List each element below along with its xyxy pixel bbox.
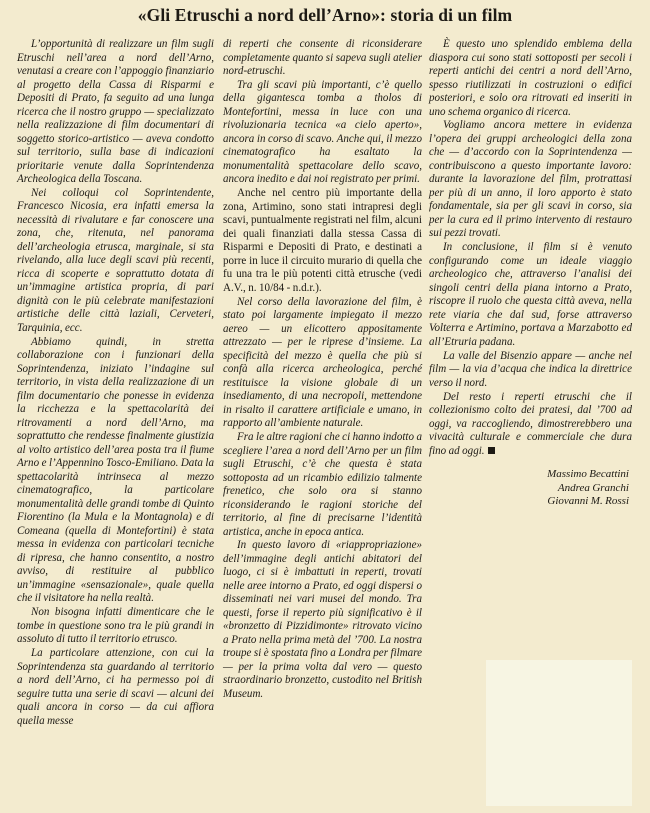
text-column-1: [17, 38, 214, 728]
author-name: Massimo Becattini: [547, 468, 629, 481]
paragraph: Anche nel centro più importante della zona, Artimino, sono stati intrapresi degli scavi, puntualmente registrati nel film, alcuni dei quali finanziati dalla stessa Cassa di Risparmi e Depositi di Prato, e destinati a porre in luce il circuito murario di quella che fu una tra le più potenti città etrusche (vedi A.V., n. 10/84 - n.d.r.).: [223, 187, 422, 294]
paragraph: La particolare attenzione, con cui la Soprintendenza sta guardando al territorio a nord dell’Arno, ci ha permesso poi di seguire tutta una serie di scavi — alcuni dei quali ancora in corso — da cui affiora quella messe: [17, 647, 214, 727]
paragraph: di reperti che consente di riconsiderare completamente quanto si sapeva sugli atelier nord-etruschi.: [223, 38, 422, 77]
paragraph: La valle del Bisenzio appare — anche nel film — la via d’acqua che indica la direttrice verso il nord.: [429, 349, 632, 389]
paragraph: È questo uno splendido emblema della diaspora cui sono stati sottoposti per secoli i reperti antichi dei centri a nord dell’Arno, spesso riutilizzati in costruzioni o edifici posteriori, e solo ora ritrovati ed inseriti in uno schema organico di ricerca.: [429, 38, 632, 118]
pasted-label: [486, 660, 632, 806]
text-column-3: [429, 38, 632, 509]
paragraph: Fra le altre ragioni che ci hanno indotto a scegliere l’area a nord dell’Arno per un film sugli Etruschi, c’è che questa è stata sottoposta ad un ricambio edilizio talmente frenetico, che solo ora si stanno riconsiderando le ragioni storiche del territorio, al fine di precisarne l’identità artistica, anche in epoca antica.: [223, 431, 422, 538]
author-signature: [429, 468, 632, 509]
paragraph: Nei colloqui col Soprintendente, Francesco Nicosia, era infatti emersa la necessità di rivalutare e far conoscere una zona, che, ritenuta, nel panorama dell’archeologia etrusca, marginale, si sta rivelando, alla luce degli scavi più recenti, ricca di scoperte e soprattutto dotata di un’immagine artistica propria, di pari dignità con le più celebrate manifestazioni artistiche delle città laziali, Cerveteri, Tarquinia, ecc.: [17, 186, 214, 334]
author-name: Andrea Granchi: [557, 481, 629, 494]
article-title: «Gli Etruschi a nord dell’Arno»: storia di un film: [137, 5, 513, 25]
paragraph: Abbiamo quindi, in stretta collaborazione con i funzionari della Soprintendenza, iniziato l’indagine sul territorio, in vista della realizzazione di un film documentario che ponesse in evidenza la ricchezza e la spettacolarità dei ritrovamenti a nord dell’Arno, ma soprattutto che rendesse finalmente giustizia al volto artistico dell’area posta tra il fiume Arno e l’Appennino Tosco-Emiliano. Data la spettacolarità intrinseca al mezzo cinematografico, la particolare monumentalità delle grandi tombe di Quinto Fiorentino (la Mula e la Montagnola) e di Comeana (quella di Montefortini) è stata messa in evidenza con particolari tecniche di ripresa, che hanno consentito, a nostro avviso, di restituire al pubblico un’immagine «sensazionale», quale quella che il visitatore ha nella realtà.: [17, 335, 214, 605]
paragraph: In conclusione, il film si è venuto configurando come un ideale viaggio archeologico che, attraverso l’analisi dei singoli centri della piana intorno a Prato, riscopre il ruolo che questa città aveva, nella rete viaria che dal sud, forse attraverso Volterra e Artimino, portava a Marzabotto ed all’Etruria padana.: [429, 241, 632, 348]
text-column-2: [223, 38, 422, 702]
paragraph: Nel corso della lavorazione del film, è stato poi largamente impiegato il mezzo aereo — un elicottero appositamente attrezzato — per le riprese d’insieme. La specificità del mezzo è quella che più si confà alla ricerca archeologica, perché restituisce la visione globale di un insediamento, di una necropoli, mettendone in risalto il carattere artificiale e umano, in rapporto all’ambiente naturale.: [223, 295, 422, 430]
paragraph: In questo lavoro di «riappropriazione» dell’immagine degli antichi abitatori del luogo, ci si è imbattuti in reperti, trovati nelle aree intorno a Prato, ed oggi dispersi o disseminati nei vari musei del mondo. Tra questi, forse il reperto più significativo è il «bronzetto di Pizzidimonte» ritrovato vicino a Prato nella prima metà del ’700. La nostra troupe si è spostata fino a Londra per filmare — per la prima volta dal vero — questo straordinario bronzetto, custodito nel British Museum.: [223, 539, 422, 700]
paragraph: Non bisogna infatti dimenticare che le tombe in questione sono tra le più grandi in assoluto di tutto il territorio etrusco.: [17, 606, 214, 646]
author-name: Giovanni M. Rossi: [547, 495, 629, 508]
paragraph: L’opportunità di realizzare un film sugli Etruschi nell’area a nord dell’Arno, venutasi a creare con l’appoggio finanziario al progetto della Cassa di Risparmi e Depositi di Prato, fa seguito ad una lunga ricerca che il nostro gruppo — specializzato nella realizzazione di film documentari di soggetto storico-artistico — aveva condotto sul territorio, sulla base di indicazioni prioritarie venute dalla Soprintendenza Archeologica della Toscana.: [17, 38, 214, 185]
paragraph: Tra gli scavi più importanti, c’è quello della gigantesca tomba a tholos di Montefortini, messa in luce con una rivoluzionaria tecnica «a cielo aperto», ancora in corso di scavo. Anche qui, il mezzo cinematografico ha esaltato la monumentalità spettacolare dello scavo, ancora inedito e dai noi registrato per primi.: [223, 78, 422, 186]
end-of-article-mark: [488, 447, 495, 454]
paragraph: Del resto i reperti etruschi che il collezionismo colto dei pratesi, dal ’700 ad oggi, va raccogliendo, dimostrerebbero una vivacità culturale e commerciale che dura fino ad oggi.: [429, 390, 632, 457]
paragraph: Vogliamo ancora mettere in evidenza l’opera dei gruppi archeologici della zona che — d’accordo con la Soprintendenza — contribuiscono a questo importante lavoro: durante la lavorazione del film, protrattasi per più di un anno, il loro apporto è stato fondamentale, sia per gli scavi in corso, sia per la cura ed il primo intervento di restauro sui pezzi trovati.: [429, 119, 632, 240]
